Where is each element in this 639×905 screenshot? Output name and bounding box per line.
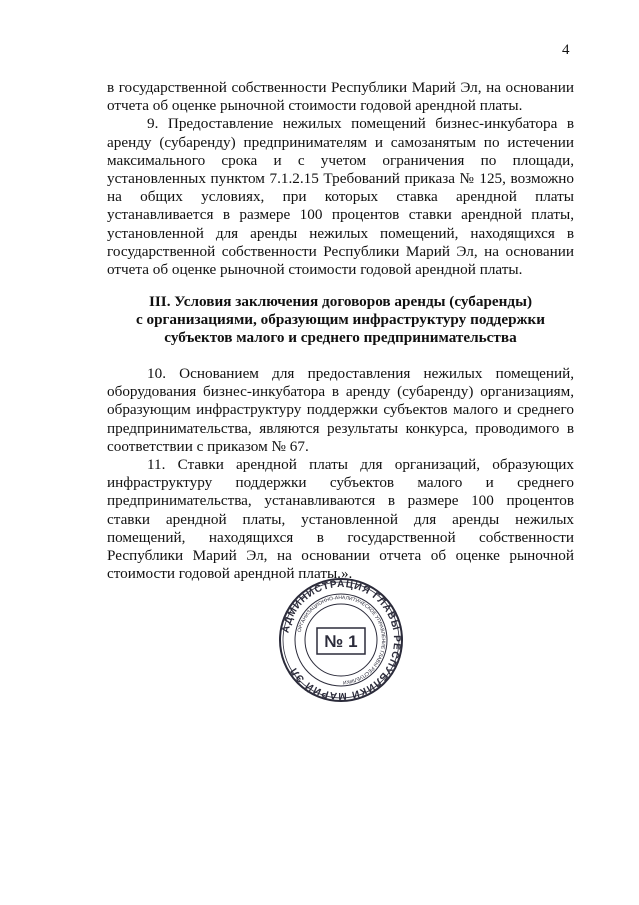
- section-heading-line-1: III. Условия заключения договоров аренды (субаренды): [148, 293, 533, 310]
- official-seal: [277, 576, 405, 704]
- paragraph-11: 11. Ставки арендной платы для организаций, образующих инфраструктуру поддержки субъектов малого и среднего предпринимательства, устанавливаются в размере 100 процентов ставки арендной платы, установленной для аренды нежилых помещений, находящихся в государственной собственности Республики Марий Эл, на основании отчета об оценке рыночной стоимости годовой арендной платы.».: [107, 456, 574, 583]
- section-heading: [107, 293, 574, 348]
- paragraph-9: 9. Предоставление нежилых помещений бизнес-инкубатора в аренду (субаренду) предпринимателям и самозанятым по истечении максимального срока и с учетом ограничения по площади, установленных пунктом 7.1.2.15 Требований приказа № 125, возможно на общих условиях, при которых ставка арендной платы устанавливается в размере 100 процентов ставки арендной платы, установленной для аренды нежилых помещений, находящихся в государственной собственности Республики Марий Эл, на основании отчета об оценке рыночной стоимости годовой арендной платы.: [107, 115, 574, 279]
- seal-stamp-icon: [277, 576, 405, 704]
- paragraph-10: 10. Основанием для предоставления нежилых помещений, оборудования бизнес-инкубатора в аренду (субаренду) организациям, образующим инфраструктуру поддержки субъектов малого и среднего предпринимательства, являются результаты конкурса, проводимого в соответствии с приказом № 67.: [107, 365, 574, 455]
- paragraph-continuation: в государственной собственности Республики Марий Эл, на основании отчета об оценке рыночной стоимости годовой арендной платы.: [107, 79, 574, 115]
- page-number: 4: [562, 42, 570, 58]
- section-heading-line-2: с организациями, образующим инфраструктуру поддержки: [135, 311, 546, 329]
- seal-center-number: № 1: [324, 632, 358, 651]
- seal-outer-text: АДМИНИСТРАЦИЯ ГЛАВЫ РЕСПУБЛИКИ МАРИЙ ЭЛ: [280, 578, 403, 702]
- text-block-top: [107, 79, 574, 279]
- seal-inner-text: ОРГАНИЗАЦИОННО-АНАЛИТИЧЕСКОЕ УПРАВЛЕНИЕ ГЛАВЫ РЕСПУБЛИКИ: [296, 594, 387, 685]
- section-heading-line-3: субъектов малого и среднего предпринимательства: [164, 329, 517, 347]
- text-block-bottom: [107, 365, 574, 583]
